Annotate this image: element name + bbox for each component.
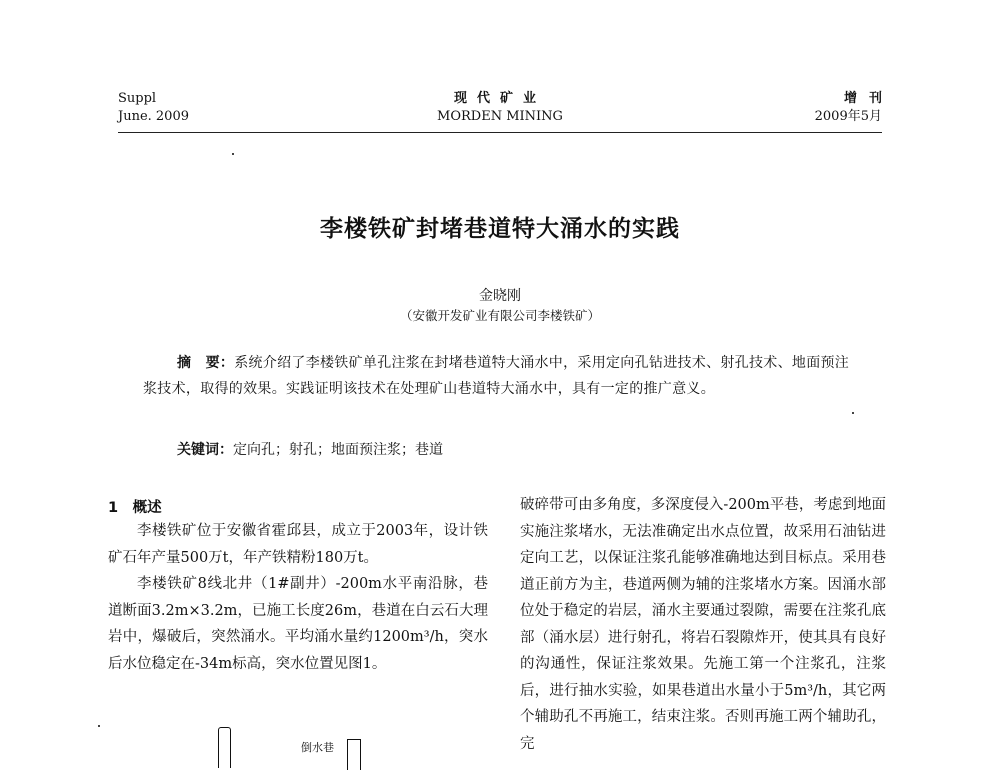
left-column [108,518,488,677]
author-affiliation: （安徽开发矿业有限公司李楼铁矿） [399,308,600,323]
figure-shaft-drawing [218,727,231,768]
scan-speck [852,412,854,414]
paper-title: 李楼铁矿封堵巷道特大涌水的实践 [320,216,680,242]
header-rule [118,132,882,133]
journal-name-cn: 现代矿业 [453,91,546,106]
journal-date-cn: 2009年5月 [814,109,882,124]
keywords [177,437,443,463]
paragraph: 破碎带可由多角度，多深度侵入-200m平巷，考虑到地面实施注浆堵水，无法准确定出水点位置，故采用石油钻进定向工艺，以保证注浆孔能够准确地达到目标点。采用巷道正前方为主，巷道两侧为辅的注浆堵水方案。因涌水部位处于稳定的岩层，涌水主要通过裂隙，需要在注浆孔底部（涌水层）进行射孔，将岩石裂隙炸开，使其具有良好的沟通性，保证注浆效果。先施工第一个注浆孔，注浆后，进行抽水实验，如果巷道出水量小于5m³/h，其它两个辅助孔不再施工，结束注浆。否则再施工两个辅助孔，完 [520,497,886,752]
journal-suppl: Suppl [118,91,157,106]
figure-label: 倒水巷 [301,741,334,754]
header-right [814,90,894,126]
abstract-text: 系统介绍了李楼铁矿单孔注浆在封堵巷道特大涌水中，采用定向孔钻进技术、射孔技术、地面预注浆技术，取得的效果。实践证明该技术在处理矿山巷道特大涌水中，具有一定的推广意义。 [143,355,850,397]
figure-roadway-drawing [347,739,361,770]
scan-speck [98,725,100,727]
abstract-label: 摘 要： [177,355,235,371]
journal-name-en: MORDEN MINING [437,109,563,124]
paragraph: 李楼铁矿位于安徽省霍邱县，成立于2003年，设计铁矿石年产量500万t，年产铁精粉180万t。 [108,523,488,566]
scan-speck [232,153,234,155]
paragraph: 李楼铁矿8线北井（1#副井）-200m水平南沿脉，巷道断面3.2m×3.2m，已施工长度26m，巷道在白云石大理岩中，爆破后，突然涌水。平均涌水量约1200m³/h，突水后水位稳定在-34m标高，突水位置见图1。 [108,576,488,672]
section-heading: 1 概述 [108,500,162,516]
abstract [143,350,863,402]
journal-issue-cn: 增刊 [843,91,894,106]
keywords-text: 定向孔；射孔；地面预注浆；巷道 [233,442,443,458]
author-name: 金晓刚 [479,288,521,304]
keywords-label: 关键词： [177,442,233,458]
journal-date-en: June. 2009 [118,109,189,124]
right-column [520,492,886,757]
